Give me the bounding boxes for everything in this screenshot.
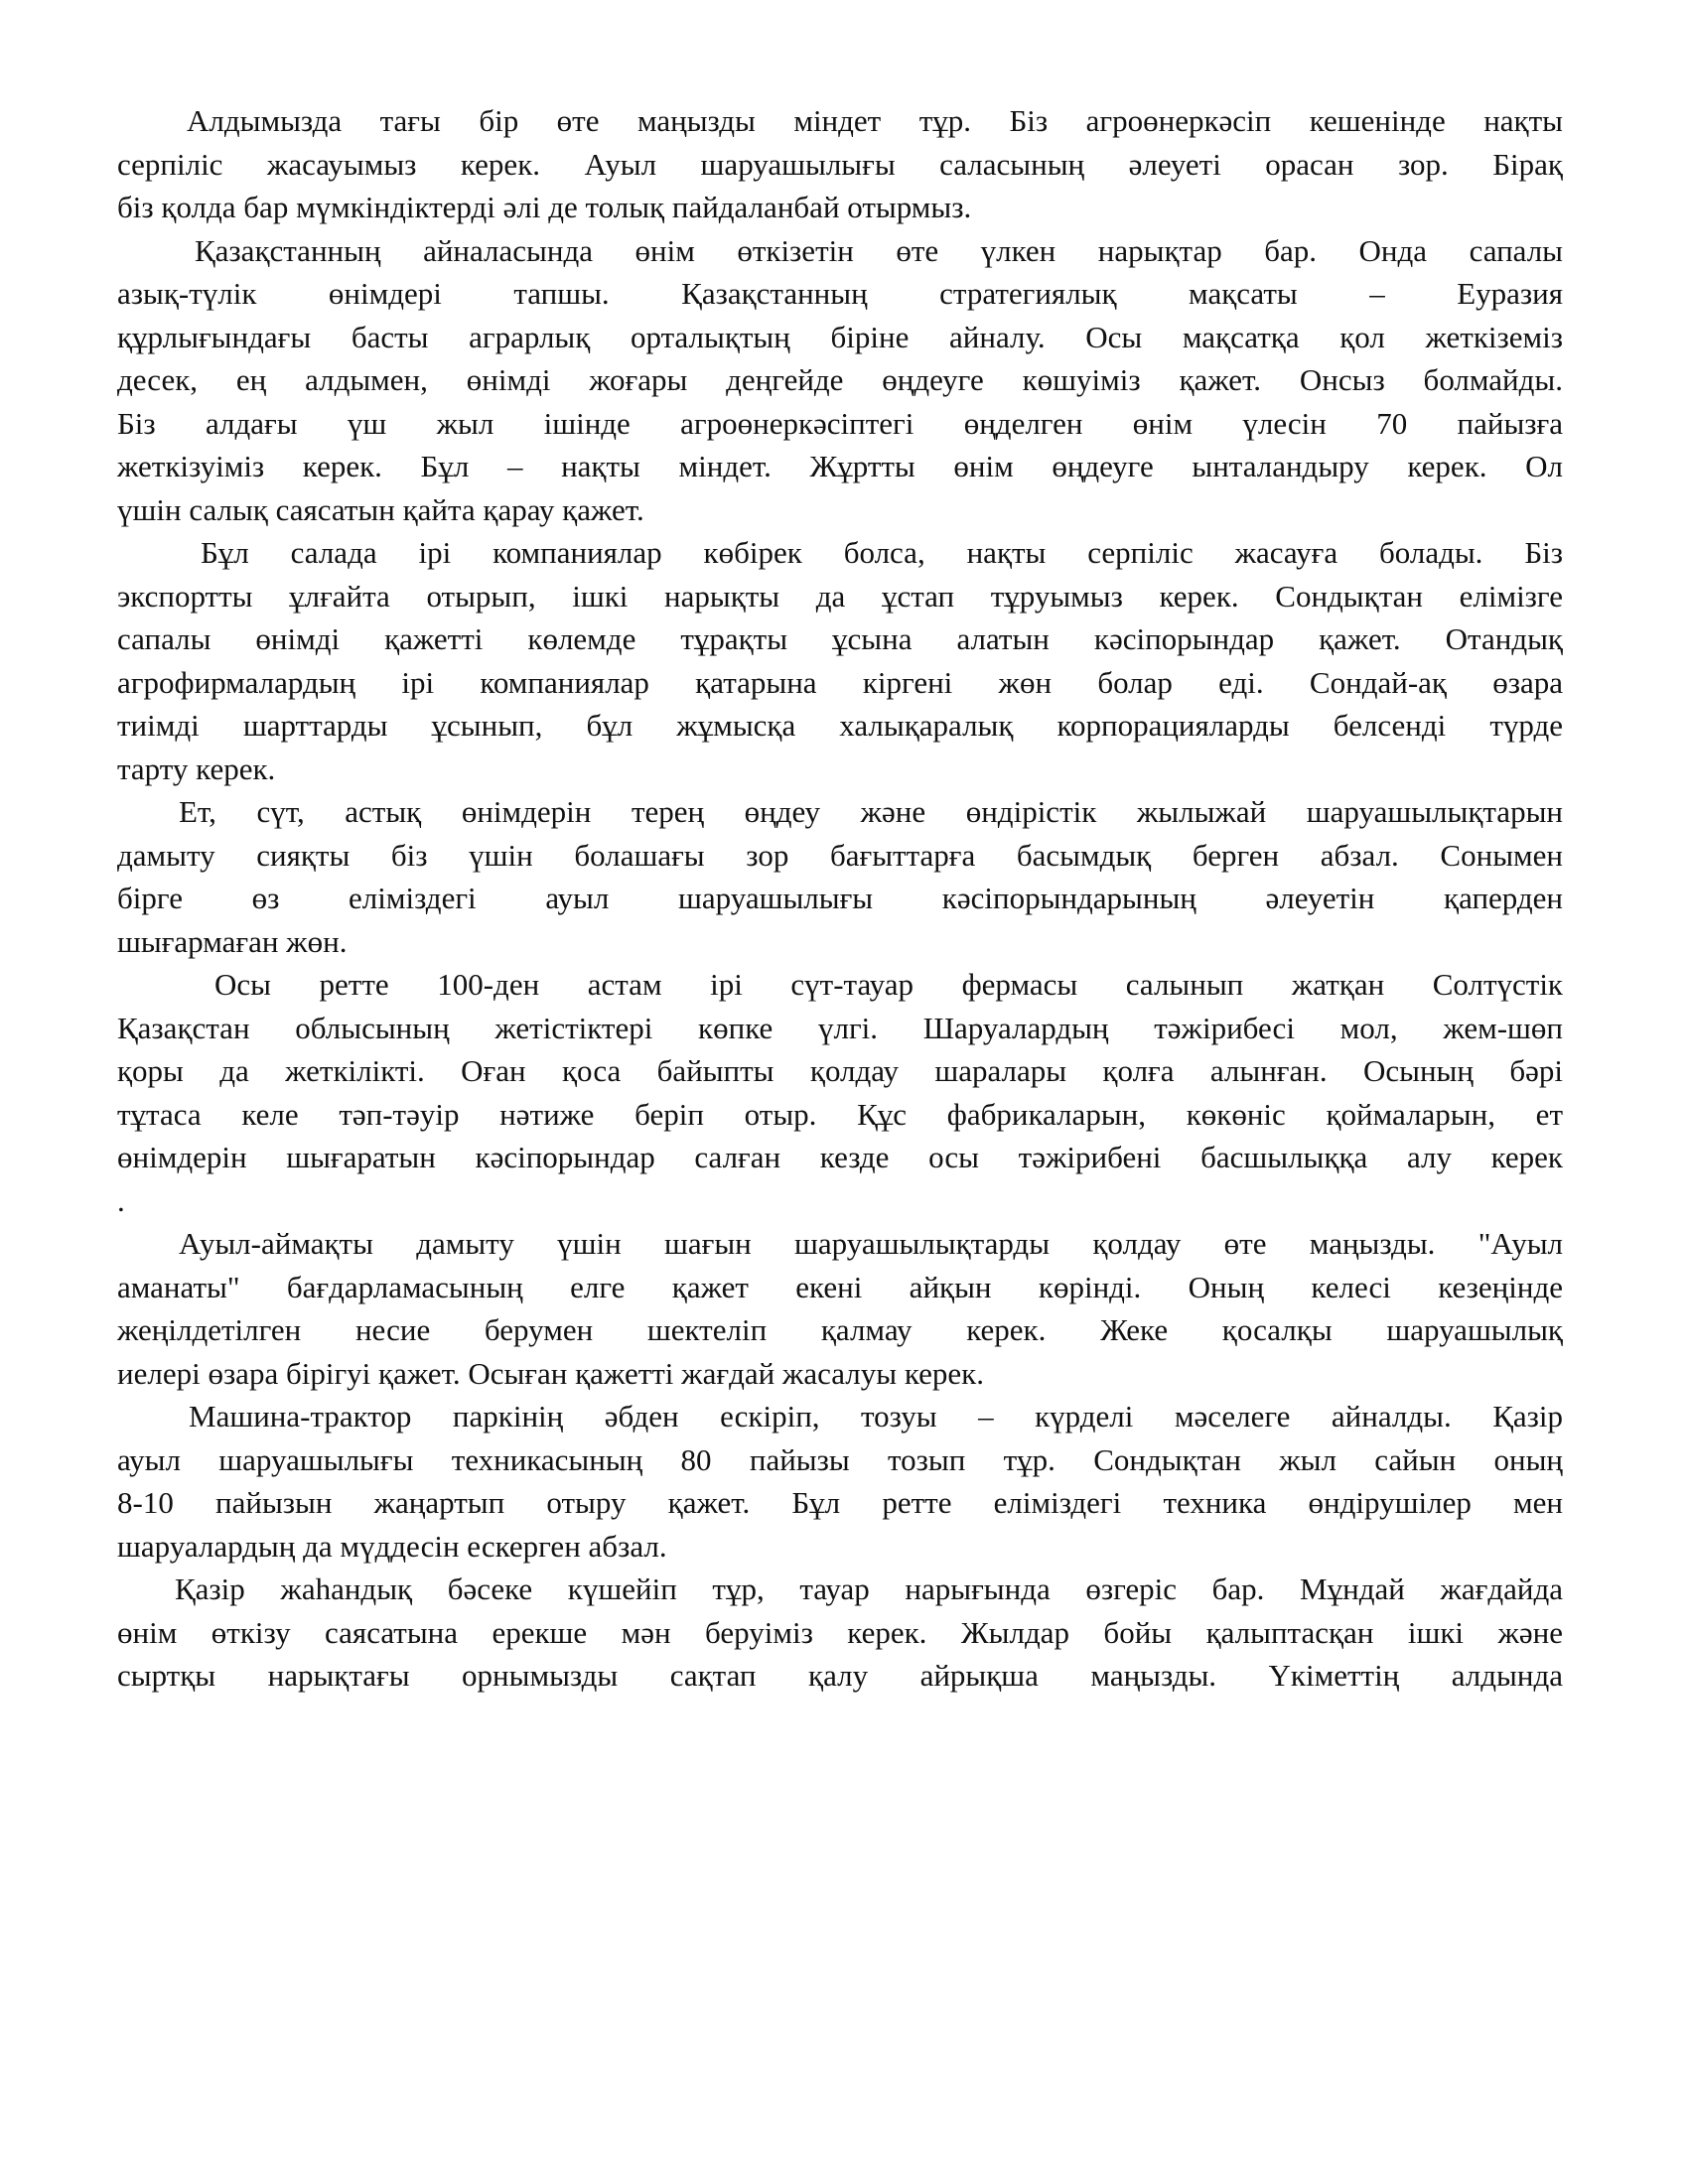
text-line: Ауыл-аймақты дамыту үшін шағын шаруашылықтарды қолдау өте маңызды. "Ауыл (179, 1226, 1563, 1261)
text-line: серпіліс жасауымыз керек. Ауыл шаруашылығы саласының әлеуеті орасан зор. Бірақ (117, 146, 1563, 182)
text-line: Машина-трактор паркінің әбден ескіріп, тозуы – күрделі мәселеге айналды. Қазір (189, 1399, 1563, 1433)
paragraph-deep-processing (117, 790, 1563, 963)
text-line: Қазақстан облысының жетістіктері көпке үлгі. Шаруалардың тәжірибесі мол, жем-шөп (117, 1010, 1563, 1045)
text-line: өнімдерін шығаратын кәсіпорындар салған кезде осы тәжірибені басшылыққа алу керек (117, 1140, 1563, 1174)
text-line: тұтаса келе тәп-тәуір нәтиже беріп отыр. Құс фабрикаларын, көкөніс қоймаларын, ет (117, 1096, 1563, 1132)
text-line: . (117, 1182, 125, 1218)
text-line: жеңілдетілген несие берумен шектеліп қалмау керек. Жеке қосалқы шаруашылық (117, 1312, 1563, 1347)
text-line: десек, ең алдымен, өнімді жоғары деңгейде өңдеуге көшуіміз қажет. Онсыз болмайды. (117, 362, 1563, 397)
paragraph-north-kazakhstan (117, 963, 1563, 1222)
text-line: Бұл салада ірі компаниялар көбірек болса, нақты серпіліс жасауға болады. Біз (201, 535, 1563, 570)
text-line: экспортты ұлғайта отырып, ішкі нарықты да ұстап тұруымыз керек. Сондықтан елімізге (117, 578, 1563, 614)
text-line: бірге өз еліміздегі ауыл шаруашылығы кәсіпорындарының әлеуетін қаперден (117, 881, 1563, 915)
text-line: сапалы өнімді қажетті көлемде тұрақты ұсына алатын кәсіпорындар қажет. Отандық (117, 621, 1563, 656)
paragraph-global-competition (117, 1568, 1563, 1698)
paragraph-large-companies (117, 531, 1563, 790)
text-line: иелері өзара бірігуі қажет. Осыған қажетті жағдай жасалуы керек. (117, 1355, 984, 1391)
text-line: 8-10 пайызын жаңартып отыру қажет. Бұл ретте еліміздегі техника өндірушілер мен (117, 1485, 1563, 1520)
text-line: құрлығындағы басты аграрлық орталықтың біріне айналу. Осы мақсатқа қол жеткіземіз (117, 319, 1563, 354)
text-line: аманаты" бағдарламасының елге қажет екені айқын көрінді. Оның келесі кезеңінде (117, 1269, 1563, 1304)
text-line: дамыту сияқты біз үшін болашағы зор бағыттарға басымдық берген абзал. Сонымен (117, 837, 1563, 873)
text-line: өнім өткізу саясатына ерекше мән беруіміз керек. Жылдар бойы қалыптасқан ішкі және (117, 1614, 1563, 1650)
text-line: Біз алдағы үш жыл ішінде агроөнеркәсіптегі өңделген өнім үлесін 70 пайызға (117, 405, 1563, 441)
text-line: шығармаған жөн. (117, 923, 348, 959)
text-line: Алдымызда тағы бір өте маңызды міндет тұр. Біз агроөнеркәсіп кешенінде нақты (187, 103, 1563, 138)
text-line: Қазақстанның айналасында өнім өткізетін өте үлкен нарықтар бар. Онда сапалы (195, 232, 1563, 268)
text-line: тарту керек. (117, 751, 276, 786)
document-body (117, 99, 1563, 1698)
paragraph-food-markets (117, 229, 1563, 532)
paragraph-agro-industry-task (117, 99, 1563, 229)
text-line: біз қолда бар мүмкіндіктерді әлі де толық пайдаланбай отырмыз. (117, 190, 972, 224)
text-line: ауыл шаруашылығы техникасының 80 пайызы тозып тұр. Сондықтан жыл сайын оның (117, 1441, 1563, 1477)
text-line: тиімді шарттарды ұсынып, бұл жұмысқа халықаралық корпорацияларды белсенді түрде (117, 708, 1563, 743)
text-line: Осы ретте 100-ден астам ірі сүт-тауар фермасы салынып жатқан Солтүстік (214, 967, 1563, 1002)
text-line: шаруалардың да мүддесін ескерген абзал. (117, 1528, 667, 1564)
text-line: азық-түлік өнімдері тапшы. Қазақстанның стратегиялық мақсаты – Еуразия (117, 276, 1563, 311)
text-line: жеткізуіміз керек. Бұл – нақты міндет. Жұртты өнім өңдеуге ынталандыру керек. Ол (117, 449, 1563, 483)
text-line: үшін салық саясатын қайта қарау қажет. (117, 491, 644, 527)
text-line: қоры да жеткілікті. Оған қоса байыпты қолдау шаралары қолға алынған. Осының бәрі (117, 1053, 1563, 1088)
paragraph-machinery (117, 1395, 1563, 1568)
text-line: Ет, сүт, астық өнімдерін терең өңдеу және өндірістік жылыжай шаруашылықтарын (179, 794, 1563, 829)
text-line: Қазір жаһандық бәсеке күшейіп тұр, тауар нарығында өзгеріс бар. Мұндай жағдайда (175, 1571, 1563, 1606)
text-line: агрофирмалардың ірі компаниялар қатарына кіргені жөн болар еді. Сондай-ақ өзара (117, 664, 1563, 700)
text-line: сыртқы нарықтағы орнымызды сақтап қалу айрықша маңызды. Үкіметтің алдында (117, 1658, 1563, 1693)
paragraph-small-farms (117, 1222, 1563, 1395)
